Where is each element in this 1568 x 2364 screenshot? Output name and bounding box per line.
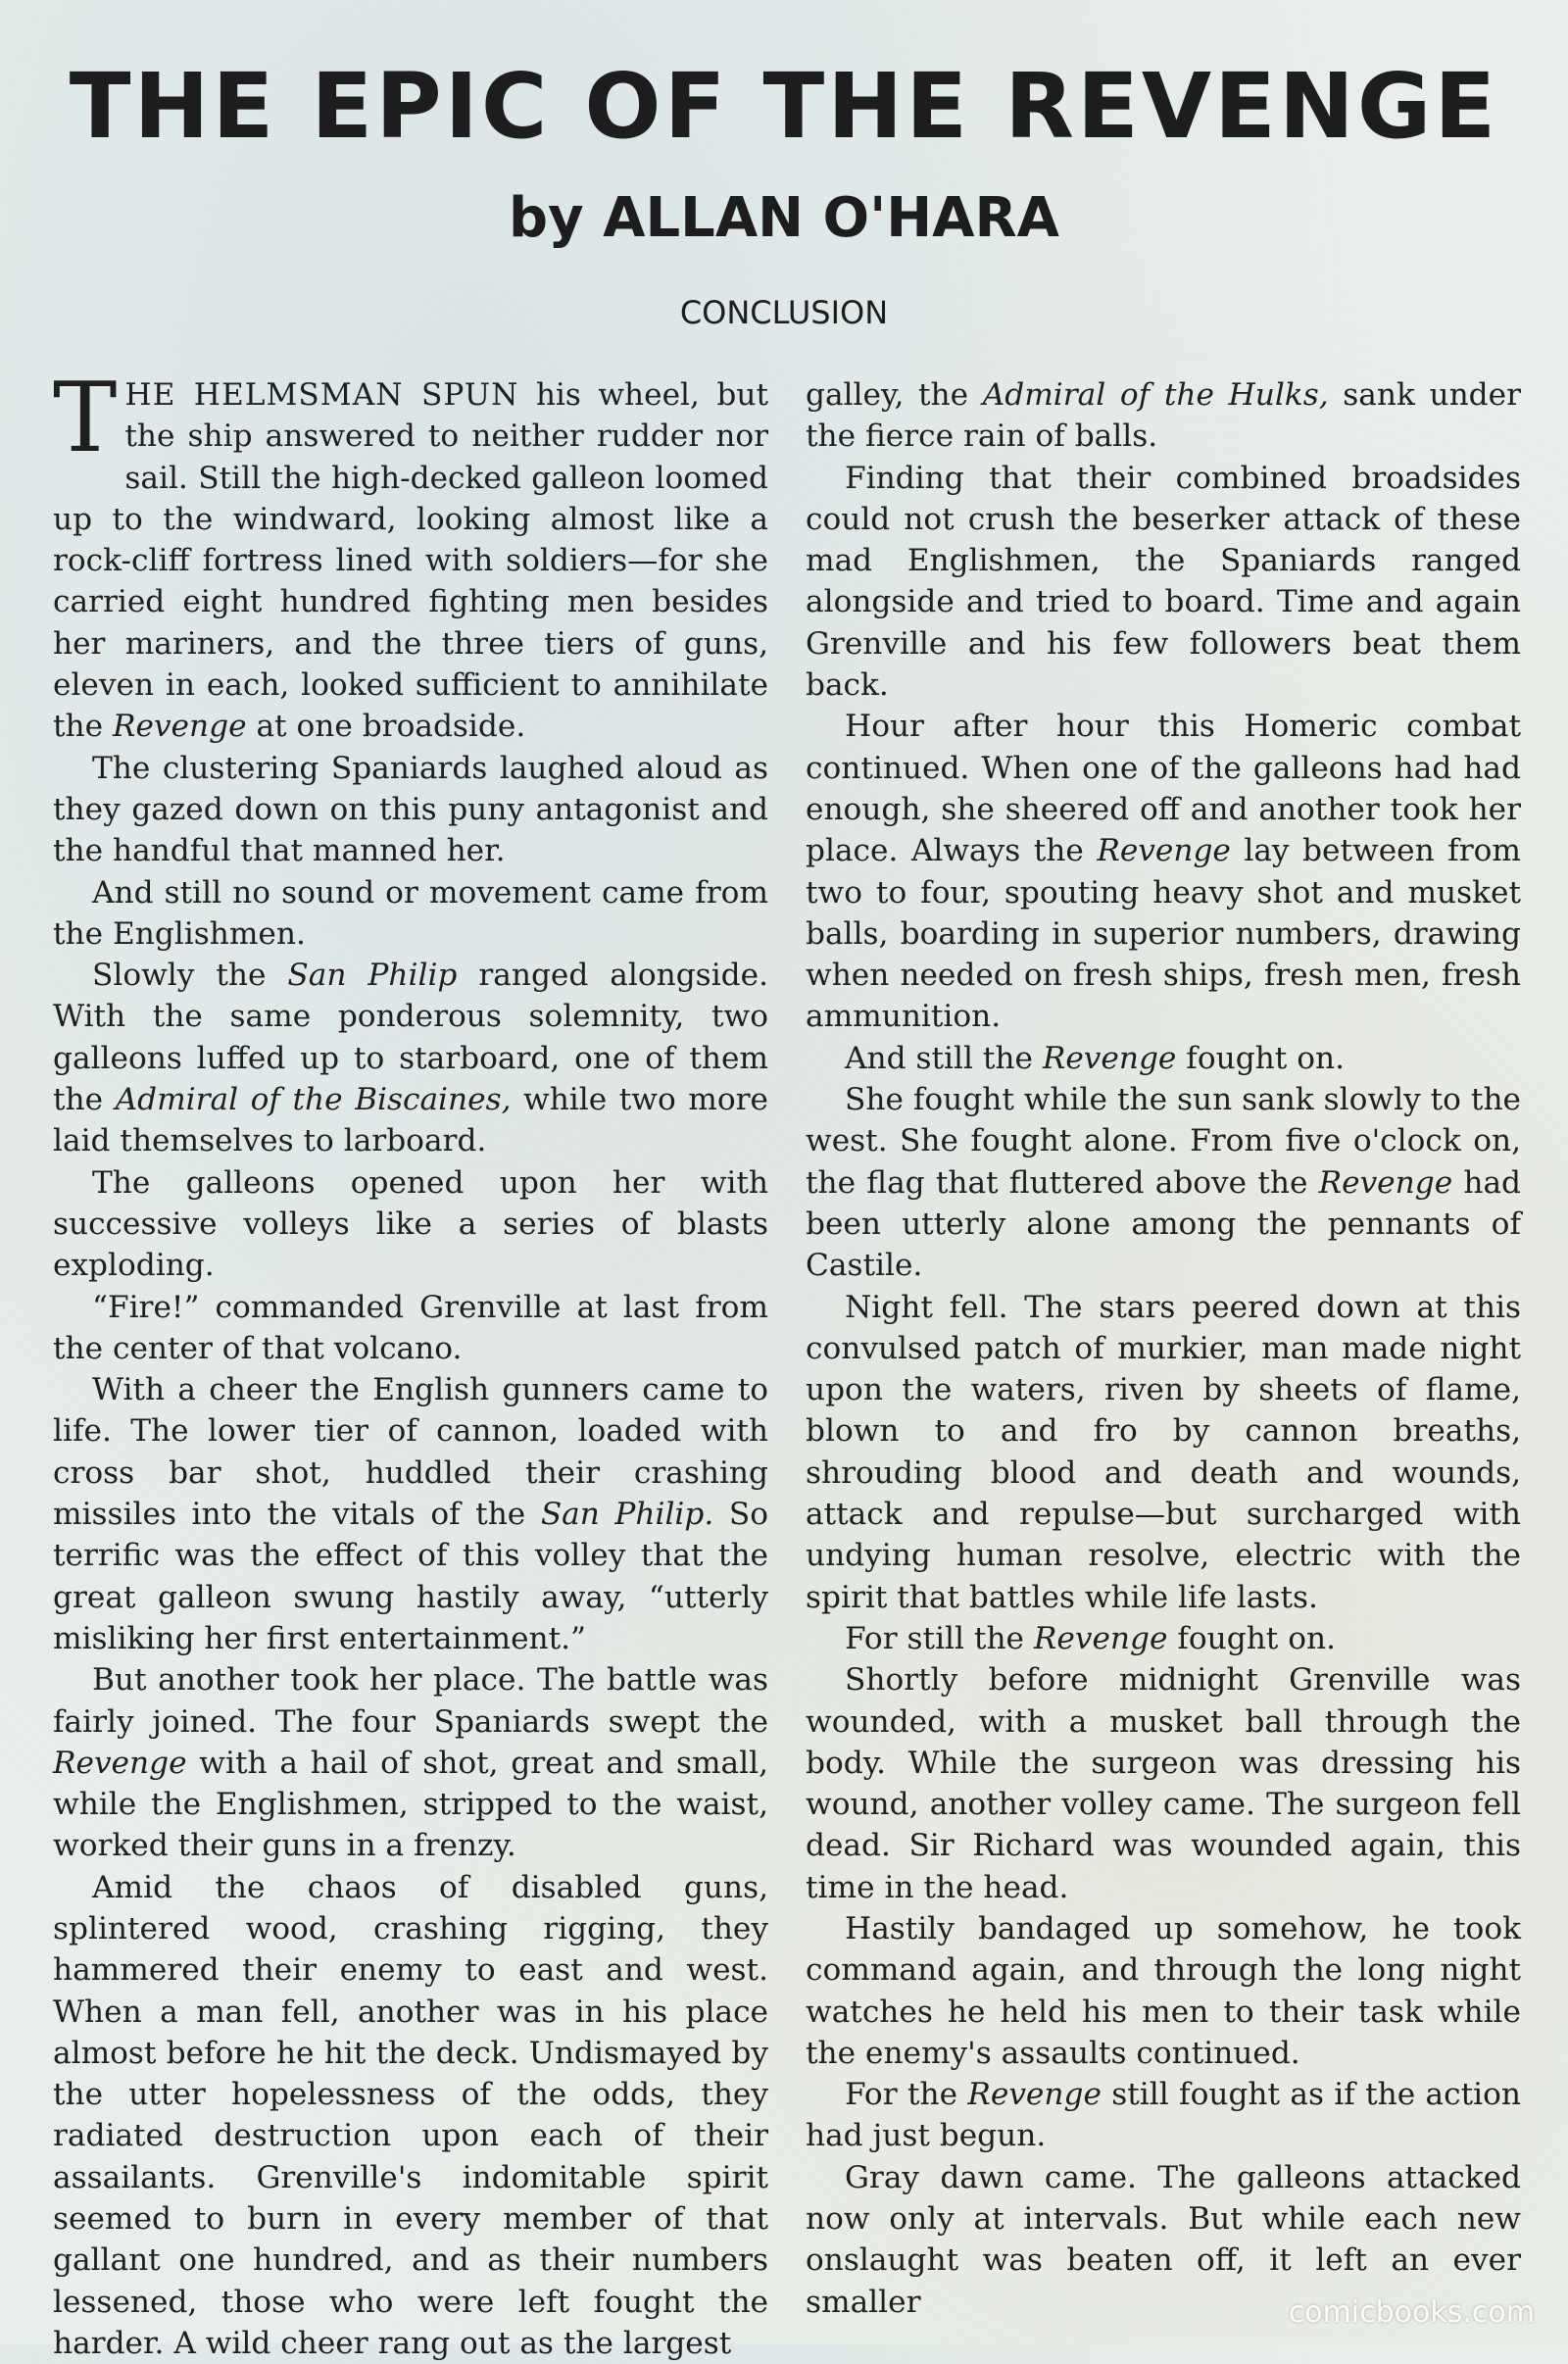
paragraph-text: ranged alongside. With the same ponderous solemnity, two galleons luffed up to starboard, one of them the [53, 958, 769, 1118]
ship-name: Revenge [967, 2077, 1102, 2113]
paragraph-text: his wheel, but the ship answered to neither rudder nor sail. Still the high-decked galleon loomed up to the windward, looking almost like a rock-cliff fortress lined with soldiers—for she carried eight hundred fighting men besides her mariners, and the three tiers of guns, eleven in each, looked sufficient to annihilate the [53, 377, 768, 745]
paragraph: Night fell. The stars peered down at this convulsed patch of murkier, man made night upon the waters, riven by sheets of flame, blown to and fro by cannon breaths, shrouding blood and death and wounds, attack and repulse—but surcharged with undying human resolve, electric with the spirit that battles while life lasts. [806, 1289, 1521, 1615]
paragraph-text: Hour after hour this Homeric combat continued. When one of the galleons had had enough, she sheered off and another took her place. Always the [806, 709, 1521, 869]
ship-name: San Philip [287, 958, 458, 994]
right-column [806, 374, 1521, 2323]
section-heading: CONCLUSION [679, 294, 889, 331]
ship-name: Admiral of the Hulks, [982, 377, 1329, 413]
paragraph-text: So terrific was the effect of this volley that the great galleon swung hastily away, “utterly misliking her first entertainment.” [53, 1497, 768, 1656]
paragraph [806, 1038, 1521, 1079]
left-column [53, 363, 769, 2364]
paragraph-text: But another took her place. The battle was fairly joined. The four Spaniards swept the [53, 1662, 768, 1740]
paragraph [53, 363, 768, 748]
paragraph: Finding that their combined broadsides could not crush the beserker attack of these mad Englishmen, the Spaniards ranged alongside and tried to board. Time and again Grenville and his few followers beat them back. [806, 460, 1521, 704]
paragraph: “Fire!” commanded Grenville at last from the center of that volcano. [53, 1289, 768, 1366]
paragraph [53, 1369, 768, 1659]
ship-name: Admiral of the Biscaines, [115, 1082, 512, 1118]
article-title: THE EPIC OF THE REVENGE [69, 54, 1499, 159]
drop-cap: T [53, 363, 118, 474]
paragraph-text: For still the [845, 1620, 1034, 1656]
paragraph-text: fought on. [1167, 1620, 1337, 1656]
paragraph-text: still fought as if the action had just begun. [806, 2077, 1521, 2154]
ship-name: Revenge [1318, 1164, 1453, 1201]
ship-name: Revenge [1033, 1620, 1168, 1656]
paragraph-text: And still the [845, 1040, 1043, 1076]
paragraph [806, 706, 1521, 1037]
ship-name: Revenge [1097, 833, 1231, 869]
paragraph-text: She fought while the sun sank slowly to the west. She fought alone. From five o'clock on, the flag that fluttered above the [806, 1082, 1521, 1201]
paragraph-text: lay between from two to four, spouting heavy shot and musket balls, boarding in superior numbers, drawing when needed on fresh ships, fresh men, fresh ammunition. [806, 833, 1521, 1035]
paragraph-text: sank under the fierce rain of balls. [806, 377, 1521, 455]
paragraph-text: had been utterly alone among the pennants of Castile. [806, 1164, 1522, 1284]
paragraph [806, 1618, 1521, 1659]
paragraph-text: With a cheer the English gunners came to life. The lower tier of cannon, loaded with cross bar shot, huddled their crashing missiles into the vitals of the [53, 1372, 768, 1533]
paragraph: And still no sound or movement came from the Englishmen. [53, 874, 768, 952]
paragraph-text: with a hail of shot, great and small, while the Englishmen, stripped to the waist, worked their guns in a frenzy. [53, 1745, 768, 1864]
ship-name: Revenge [53, 1745, 187, 1781]
paragraph: The galleons opened upon her with successive volleys like a series of blasts exploding. [53, 1164, 768, 1284]
paragraph: Shortly before midnight Grenville was wounded, with a musket ball through the body. While the surgeon was dressing his wound, another volley came. The surgeon fell dead. Sir Richard was wounded again, this time in the head. [806, 1662, 1521, 1905]
paragraph [53, 955, 768, 1161]
watermark: comicbooks.com [1288, 2295, 1535, 2330]
paragraph [806, 1079, 1521, 1286]
paragraph [53, 1659, 768, 1866]
paragraph: Hastily bandaged up somehow, he took command again, and through the long night watches he held his men to their task while the enemy's assaults continued. [806, 1910, 1521, 2071]
ship-name: San Philip. [540, 1497, 714, 1533]
paragraph: The clustering Spaniards laughed aloud as they gazed down on this puny antagonist and the handful that manned her. [53, 750, 768, 869]
lead-in: HE HELMSMAN SPUN [124, 377, 519, 413]
author-byline: by ALLAN O'HARA [509, 186, 1059, 250]
paragraph: Gray dawn came. The galleons attacked now only at intervals. But while each new onslaught was beaten off, it left an ever smaller [806, 2159, 1521, 2320]
paragraph [806, 374, 1521, 458]
paragraph [806, 2074, 1521, 2157]
paragraph-text: galley, the [806, 377, 983, 413]
paragraph-text: Slowly the [92, 958, 288, 994]
paragraph-text: For the [845, 2077, 968, 2113]
ship-name: Revenge [1042, 1040, 1177, 1076]
paragraph-text: at one broadside. [246, 709, 526, 745]
paragraph-text: fought on. [1176, 1040, 1345, 1076]
ship-name: Revenge [113, 709, 247, 745]
paragraph: Amid the chaos of disabled guns, splintered wood, crashing rigging, they hammered their enemy to east and west. When a man fell, another was in his place almost before he hit the deck. Undismayed by the utter hopelessness of the odds, they radiated destruction upon each of their assailants. Grenville's indomitable spirit seemed to burn in every member of that gallant one hundred, and as their numbers lessened, those who were left fought the harder. A wild cheer rang out as the largest [53, 1869, 768, 2361]
paragraph-text: while two more laid themselves to larboard. [53, 1082, 768, 1159]
